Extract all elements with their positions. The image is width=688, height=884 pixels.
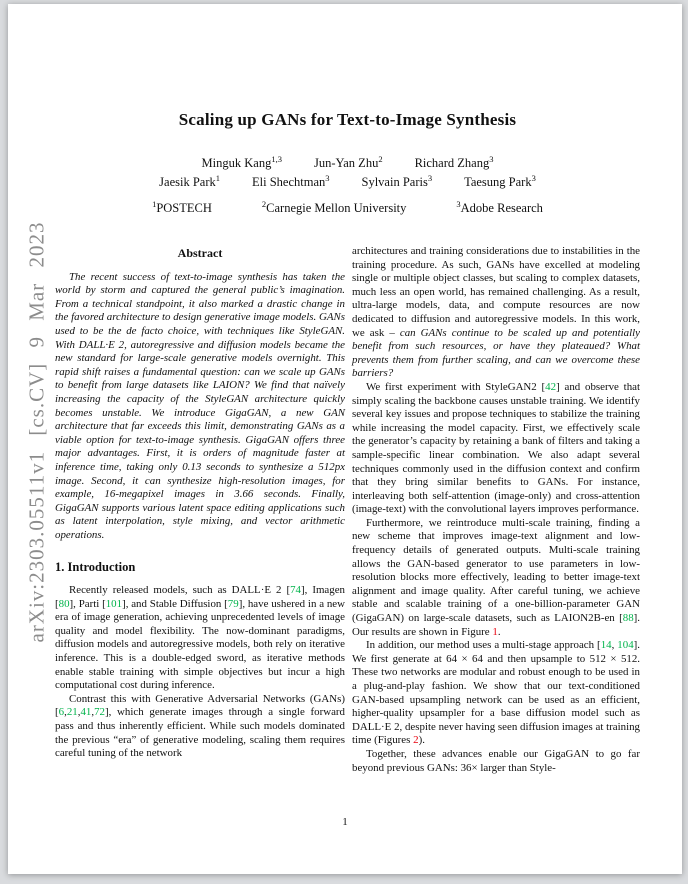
author-name: Minguk Kang$^{1,3}$ xyxy=(201,153,282,170)
citation-link[interactable]: 72 xyxy=(94,706,105,719)
text-run: ], and Stable Diffusion [ xyxy=(122,597,228,610)
paragraph xyxy=(55,271,345,543)
author-name: Richard Zhang$^3$ xyxy=(414,153,494,170)
author-row xyxy=(55,153,640,171)
citation-link[interactable]: 74 xyxy=(290,584,301,597)
text-run: Together, these advances enable our GigaGAN to go far beyond previous GANs: 36× larger than Style- xyxy=(352,747,640,774)
text-run: , xyxy=(64,706,67,719)
paragraph xyxy=(55,584,345,693)
two-column-body xyxy=(55,245,640,775)
text-run: , xyxy=(77,706,81,719)
paragraph xyxy=(352,245,640,381)
paper-title: Scaling up GANs for Text-to-Image Synthesis xyxy=(178,110,517,129)
affiliation: $^3$Adobe Research xyxy=(456,198,543,215)
page-content xyxy=(8,4,682,874)
text-run: can GANs continue to be scaled up and potentially benefit from such resources, or have they plateaued? What prevents them from further scaling, and can we overcome these barriers? xyxy=(352,326,640,380)
author-name: Sylvain Paris$^3$ xyxy=(361,172,433,189)
paragraph xyxy=(352,381,640,517)
introduction-text xyxy=(55,584,345,761)
affiliations xyxy=(55,198,640,216)
author-name: Taesung Park$^3$ xyxy=(464,172,536,189)
citation-link[interactable]: 104 xyxy=(617,639,634,652)
figure-ref-link[interactable]: 1 xyxy=(492,625,498,638)
text-run: . xyxy=(497,625,501,638)
column-right xyxy=(352,245,640,775)
text-run: , xyxy=(91,706,95,719)
paragraph xyxy=(352,639,640,748)
text-run: We first experiment with StyleGAN2 [ xyxy=(366,380,546,393)
author-name: Jun-Yan Zhu$^2$ xyxy=(313,153,383,170)
page-number: 1 xyxy=(342,816,348,828)
text-run: architectures and training considerations due to instabilities in the training procedure. As such, GANs have excelled at modeling single or multiple object classes, but scaling to complex datasets, much less an open world, has remained challenging. As a result, ultra-large models, data, and compute resources are now dedicated to diffusion and autoregressive models. In this work, we ask – xyxy=(352,245,640,339)
text-run: In addition, our method uses a multi-stage approach [ xyxy=(366,639,601,652)
text-run: ]. Our results are shown in Figure xyxy=(352,612,640,638)
abstract-heading: Abstract xyxy=(177,246,223,260)
citation-link[interactable]: 14 xyxy=(600,639,612,652)
citation-link[interactable]: 79 xyxy=(227,597,239,610)
author-name: Jaesik Park$^1$ xyxy=(159,172,220,189)
citation-link[interactable]: 21 xyxy=(66,706,78,719)
abstract-text xyxy=(55,271,345,543)
author-row xyxy=(55,172,640,190)
citation-link[interactable]: 80 xyxy=(58,597,70,610)
text-run: , xyxy=(611,639,618,652)
text-run: ], which generate images through a single forward pass and thus inherently efficient. While such models dominated the previous “era” of generative modeling, scaling them requires careful tuning of the network xyxy=(55,706,345,760)
page xyxy=(8,4,682,874)
text-run: ). xyxy=(418,734,425,747)
text-run: Recently released models, such as DALL·E 2 [ xyxy=(69,584,291,597)
citation-link[interactable]: 88 xyxy=(622,612,634,625)
figure-ref-link[interactable]: 2 xyxy=(413,734,419,747)
citation-link[interactable]: 41 xyxy=(80,706,92,719)
affiliation: $^1$POSTECH xyxy=(152,198,212,215)
text-run: ]. We first generate at 64 × 64 and then upsample to 512 × 512. These two networks are modular and robust enough to be used in a plug-and-play fashion. We show that our text-conditioned GAN-based upsampling network can be used as an efficient, higher-quality upsampler for a base diffusion model such as DALL·E 2, despite never having seen diffusion images at training time (Figures xyxy=(352,639,640,747)
citation-link[interactable]: 42 xyxy=(545,380,557,393)
text-run: Furthermore, we reintroduce multi-scale training, finding a new scheme that improves image-text alignment and low-frequency details of generated outputs. Multi-scale training allows the GAN-based generator to use parameters in low-resolution blocks more effectively, leading to better image-text alignment and image quality. After careful tuning, we achieve stable and scalable training of a one-billion-parameter GAN (GigaGAN) on large-scale datasets, such as LAION2B-en [ xyxy=(352,516,640,625)
paragraph xyxy=(55,693,345,761)
section-heading-introduction: 1. Introduction xyxy=(55,560,136,575)
text-run: Contrast this with Generative Adversarial Networks (GANs) [ xyxy=(55,692,345,719)
paragraph xyxy=(352,748,640,775)
text-run: The recent success of text-to-image synthesis has taken the world by storm and captured the general public’s imagination. From a technical standpoint, it also marked a drastic change in the favored architecture to design generative image models. GANs used to be the de facto choice, with techniques like StyleGAN. With DALL·E 2, autoregressive and diffusion models became the new standard for large-scale generative models overnight. This rapid shift raises a fundamental question: can we scale up GANs to benefit from large datasets like LAION? We find that naïvely increasing the capacity of the StyleGAN architecture quickly becomes unstable. We introduce GigaGAN, a new GAN architecture that far exceeds this limit, demonstrating GANs as a viable option for text-to-image synthesis. GigaGAN offers three major advantages. First, it is orders of magnitude faster at inference time, taking only 0.13 seconds to synthesize a 512px image. Second, it can synthesize high-resolution images, for example, 16-megapixel images in 3.66 seconds. Finally, GigaGAN supports various latent space editing applications such as latent interpolation, style mixing, and vector arithmetic operations. xyxy=(55,270,345,541)
column-left xyxy=(55,245,345,775)
authors-block xyxy=(55,153,640,190)
arxiv-stamp: arXiv:2303.05511v1 [cs.CV] 9 Mar 2023 xyxy=(24,221,49,643)
citation-link[interactable]: 101 xyxy=(105,597,123,610)
author-name: Eli Shechtman$^3$ xyxy=(252,172,330,189)
text-run: ] and observe that simply scaling the backbone causes unstable training. We identify several key issues and propose techniques to stabilize the training while increasing the model capacity. First, we effectively scale the generator’s capacity by retaining a bank of filters and taking a sample-specific linear combination. We also adapt several techniques commonly used in the diffusion context and confirm that they bring similar benefits to GANs. For instance, interleaving both self-attention (image-only) and cross-attention (image-text) with the convolutional layers improves performance. xyxy=(352,380,640,516)
citation-link[interactable]: 6 xyxy=(58,706,65,719)
text-run: ], Imagen [ xyxy=(55,584,345,610)
text-run: ], have ushered in a new era of image generation, achieving unprecedented levels of image quality and model flexibility. The now-dominant paradigms, diffusion models and autoregressive models, both rely on iterative inference. This is a double-edged sword, as iterative methods enable stable training with simple objectives but incur a high computational cost during inference. xyxy=(55,597,345,692)
paragraph xyxy=(352,517,640,639)
text-run: ], Parti [ xyxy=(69,597,106,610)
affiliation: $^2$Carnegie Mellon University xyxy=(261,198,407,215)
